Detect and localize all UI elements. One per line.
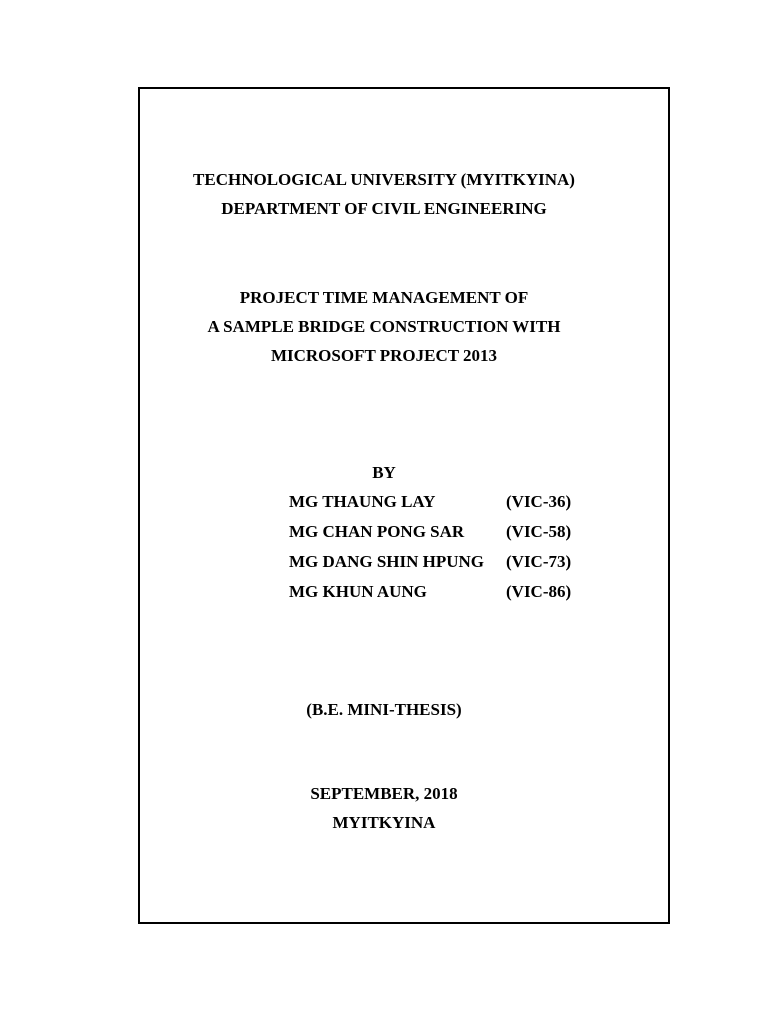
thesis-type: (B.E. MINI-THESIS) [306, 700, 462, 719]
author-id: (VIC-73) [506, 552, 572, 571]
department-name: DEPARTMENT OF CIVIL ENGINEERING [221, 199, 547, 218]
by-label: BY [372, 463, 396, 482]
submission-place: MYITKYINA [332, 813, 436, 832]
thesis-title-line-2: A SAMPLE BRIDGE CONSTRUCTION WITH [207, 317, 561, 336]
submission-date: SEPTEMBER, 2018 [310, 784, 458, 803]
author-id: (VIC-86) [506, 582, 572, 601]
author-id: (VIC-58) [506, 522, 572, 541]
university-name: TECHNOLOGICAL UNIVERSITY (MYITKYINA) [193, 170, 575, 189]
thesis-title-line-1: PROJECT TIME MANAGEMENT OF [239, 288, 529, 307]
author-name: MG KHUN AUNG [289, 582, 427, 601]
author-name: MG THAUNG LAY [289, 492, 436, 511]
thesis-title-line-3: MICROSOFT PROJECT 2013 [270, 346, 498, 365]
author-name: MG DANG SHIN HPUNG [289, 552, 485, 571]
author-id: (VIC-36) [506, 492, 572, 511]
author-name: MG CHAN PONG SAR [289, 522, 465, 541]
